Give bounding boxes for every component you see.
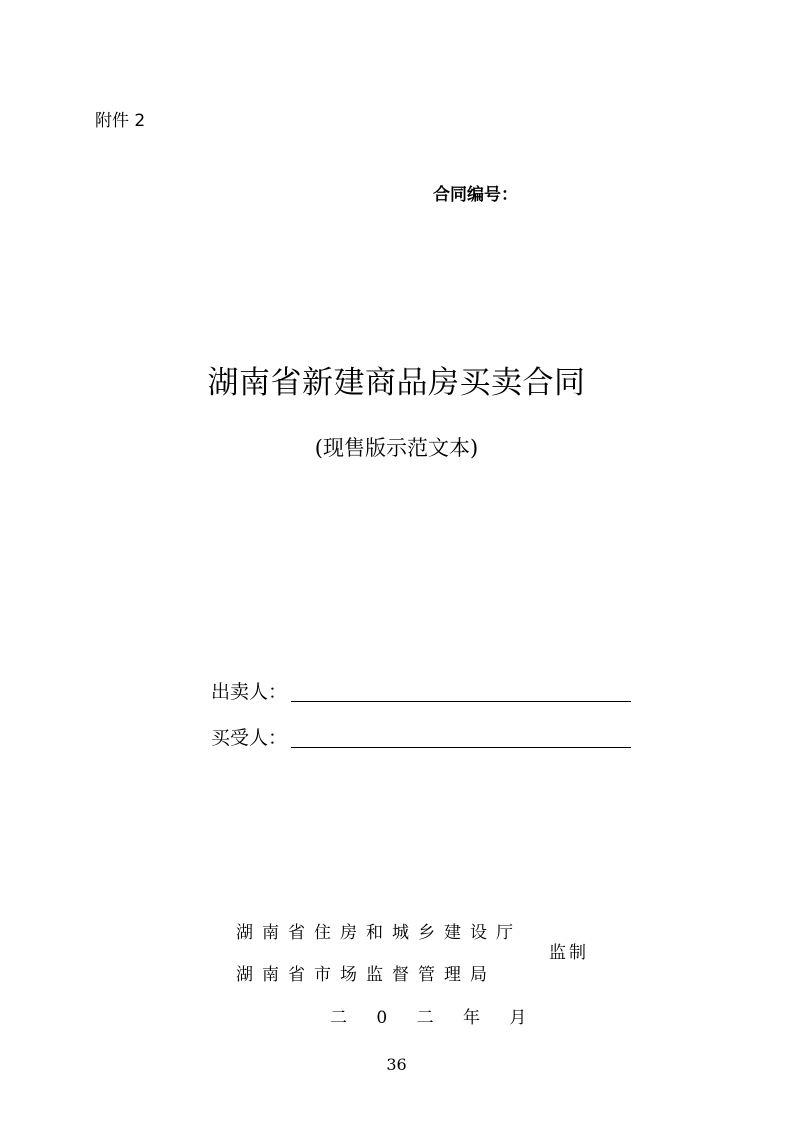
seller-label: 出卖人： [211, 681, 288, 703]
supervise-label: 监制 [549, 943, 589, 963]
page-number: 36 [386, 1055, 407, 1074]
document-title: 湖南省新建商品房买卖合同 [207, 365, 586, 401]
issue-date: 二 0 二 年 月 [330, 1008, 532, 1028]
attachment-label: 附件 2 [95, 111, 146, 131]
seller-blank-line [291, 701, 631, 702]
issuing-authority-market: 湖南省市场监督管理局 [236, 965, 496, 985]
seller-field [211, 673, 631, 703]
buyer-blank-line [291, 747, 631, 748]
contract-number-label: 合同编号： [433, 185, 518, 205]
issuing-authority-housing: 湖南省住房和城乡建设厅 [236, 923, 522, 943]
buyer-label: 买受人： [211, 727, 288, 749]
buyer-field [211, 719, 631, 749]
document-subtitle: (现售版示范文本) [314, 436, 479, 460]
